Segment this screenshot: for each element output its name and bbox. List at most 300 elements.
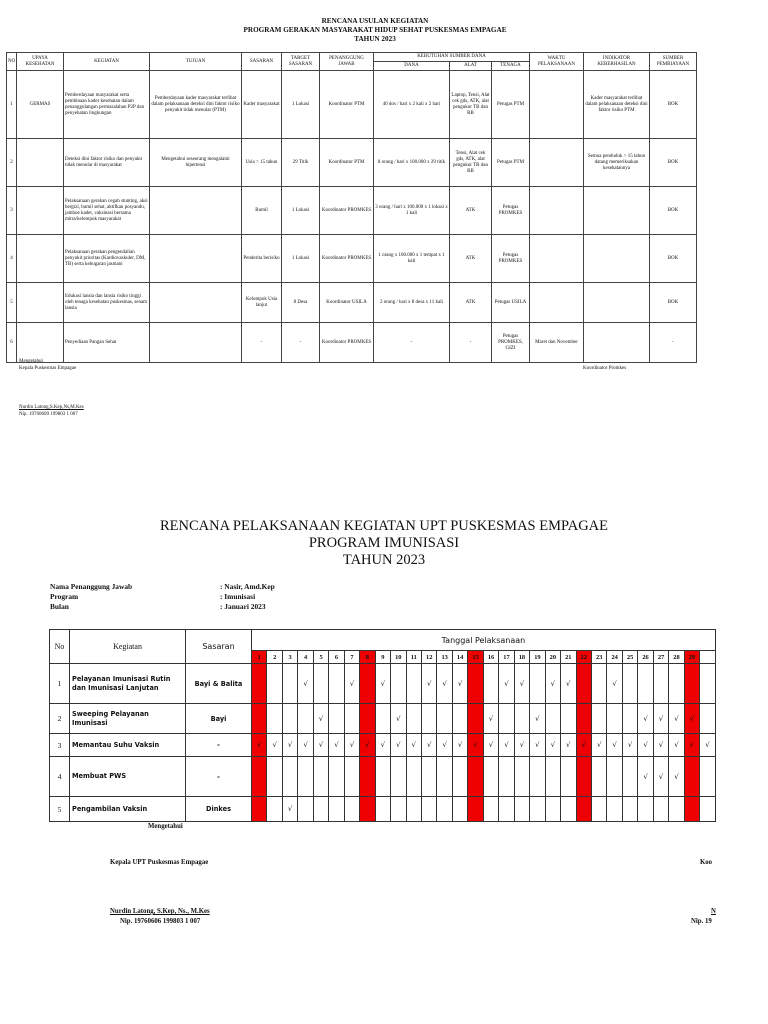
day-header: 10 xyxy=(391,651,406,664)
day-cell xyxy=(267,757,282,797)
day-cell xyxy=(653,664,668,704)
day-header: 28 xyxy=(669,651,684,664)
day-cell xyxy=(700,704,716,734)
day-cell xyxy=(561,704,576,734)
doc1-title xyxy=(0,17,750,44)
cell-sasaran: Penderita berisiko xyxy=(242,235,282,283)
meta-value: : Nasir, Amd.Kep xyxy=(220,582,275,591)
cell-waktu xyxy=(530,71,584,139)
day-cell xyxy=(267,704,282,734)
cell-indikator: Kader masyarakat terlibat dalam pelaksanaan deteksi dini faktor risiko PTM xyxy=(584,71,650,139)
day-cell xyxy=(421,704,436,734)
cell-pj: Koordinator PROMKES xyxy=(320,323,374,363)
day-cell xyxy=(406,704,421,734)
day-cell xyxy=(252,757,267,797)
day-cell xyxy=(329,757,344,797)
cell-upaya xyxy=(17,283,64,323)
day-cell xyxy=(252,704,267,734)
cell-target: 8 Desa xyxy=(282,283,320,323)
day-cell xyxy=(638,797,653,822)
day-header: 13 xyxy=(437,651,452,664)
day-cell xyxy=(607,757,622,797)
check-mark-icon: √ xyxy=(514,734,529,757)
check-mark-icon: √ xyxy=(530,704,545,734)
cell-waktu xyxy=(530,187,584,235)
cell-tenaga: Petugas PROMKES, GIZI xyxy=(492,323,530,363)
day-cell xyxy=(576,664,591,704)
day-cell xyxy=(530,797,545,822)
doc2-schedule-table xyxy=(49,629,716,822)
check-mark-icon: √ xyxy=(669,757,684,797)
day-cell xyxy=(437,797,452,822)
check-mark-icon: √ xyxy=(622,734,637,757)
meta-row xyxy=(50,582,275,592)
check-mark-icon: √ xyxy=(514,664,529,704)
check-mark-icon: √ xyxy=(298,664,313,704)
cell-dana: 1 orang x 100.000 x 1 tempat x 1 kali xyxy=(374,235,450,283)
cell-no: 4 xyxy=(50,757,70,797)
cell-sumber: BOK xyxy=(650,283,697,323)
check-mark-icon: √ xyxy=(561,664,576,704)
check-mark-icon: √ xyxy=(468,734,483,757)
day-header: 3 xyxy=(282,651,297,664)
table-row xyxy=(50,664,716,704)
day-cell xyxy=(344,797,359,822)
check-mark-icon: √ xyxy=(483,704,498,734)
day-cell xyxy=(406,757,421,797)
day-cell xyxy=(282,757,297,797)
cell-dana: 3 orang / hari x 100.000 x 1 lokasi x 1 kali xyxy=(374,187,450,235)
day-header: 20 xyxy=(545,651,560,664)
day-cell xyxy=(375,757,390,797)
col-waktu: WAKTU PELAKSANAAN xyxy=(530,53,584,71)
doc2-sign-nip: Nip. 19760606 199803 1 007 xyxy=(120,918,201,925)
day-cell xyxy=(653,797,668,822)
cell-pj: Koordinator PTM xyxy=(320,139,374,187)
day-header: 19 xyxy=(530,651,545,664)
check-mark-icon: √ xyxy=(282,797,297,822)
col-upaya: UPAYA KESEHATAN xyxy=(17,53,64,71)
check-mark-icon: √ xyxy=(313,704,328,734)
col-no: No xyxy=(50,630,70,664)
cell-pj: Koordinator PTM xyxy=(320,71,374,139)
meta-label: Program xyxy=(50,592,79,601)
doc2-title-line: TAHUN 2023 xyxy=(342,552,426,568)
day-cell xyxy=(421,757,436,797)
cell-target: 1 Lokasi xyxy=(282,187,320,235)
cell-no: 2 xyxy=(7,139,17,187)
cell-no: 1 xyxy=(50,664,70,704)
col-sasaran: Sasaran xyxy=(186,630,252,664)
table-row xyxy=(50,797,716,822)
cell-pj: Koordinator USILA xyxy=(320,283,374,323)
day-cell xyxy=(360,757,375,797)
check-mark-icon: √ xyxy=(638,757,653,797)
cell-kegiatan: Pemberdayaan masyarakat serta pembinaan kader kesehatan dalam penanggulangan permasalahan P2P dan penyehatan lingkungan xyxy=(64,71,150,139)
col-alat: ALAT xyxy=(450,62,492,71)
day-header: 2 xyxy=(267,651,282,664)
cell-no: 5 xyxy=(7,283,17,323)
meta-label: Bulan xyxy=(50,602,69,611)
cell-tujuan xyxy=(150,187,242,235)
day-header: 6 xyxy=(329,651,344,664)
day-cell xyxy=(468,757,483,797)
day-cell xyxy=(545,757,560,797)
day-cell xyxy=(282,664,297,704)
check-mark-icon: √ xyxy=(638,704,653,734)
day-cell xyxy=(622,757,637,797)
check-mark-icon: √ xyxy=(313,734,328,757)
day-header xyxy=(700,651,716,664)
col-tanggal: Tanggal Pelaksanaan xyxy=(252,630,716,651)
day-cell xyxy=(499,797,514,822)
check-mark-icon: √ xyxy=(375,664,390,704)
day-cell xyxy=(576,704,591,734)
day-cell xyxy=(452,757,467,797)
sign-mengetahui: Mengetahui xyxy=(19,359,43,364)
day-cell xyxy=(514,797,529,822)
day-cell xyxy=(669,664,684,704)
day-cell xyxy=(499,704,514,734)
cell-target: 1 Lokasi xyxy=(282,235,320,283)
day-cell xyxy=(375,797,390,822)
cell-tenaga: Petugas PTM xyxy=(492,139,530,187)
check-mark-icon: √ xyxy=(421,664,436,704)
cell-kegiatan: Sweeping Pelayanan Imunisasi xyxy=(70,704,186,734)
cell-sasaran: Usia > 15 tahun xyxy=(242,139,282,187)
meta-row xyxy=(50,592,275,602)
doc2-sign-right-name xyxy=(711,907,716,916)
col-kebutuhan: KEBUTUHAN SUMBER DANA xyxy=(374,53,530,62)
meta-value: : Januari 2023 xyxy=(220,602,266,611)
check-mark-icon: √ xyxy=(391,734,406,757)
cell-target: 1 Lokasi xyxy=(282,71,320,139)
check-mark-icon: √ xyxy=(252,734,267,757)
cell-tenaga: Petugas PROMKES xyxy=(492,235,530,283)
cell-indikator xyxy=(584,187,650,235)
check-mark-icon: √ xyxy=(530,734,545,757)
check-mark-icon: √ xyxy=(360,734,375,757)
col-tujuan: TUJUAN xyxy=(150,53,242,71)
table-row xyxy=(7,283,697,323)
day-cell xyxy=(700,797,716,822)
doc2-meta xyxy=(50,582,275,612)
day-cell xyxy=(669,797,684,822)
cell-no: 5 xyxy=(50,797,70,822)
day-cell xyxy=(437,704,452,734)
col-pj: PENANGGUNG JAWAB xyxy=(320,53,374,71)
day-header: 17 xyxy=(499,651,514,664)
day-cell xyxy=(591,757,606,797)
doc2-sign-right: Koo xyxy=(700,859,713,866)
check-mark-icon: √ xyxy=(653,757,668,797)
day-cell xyxy=(576,797,591,822)
cell-sasaran: Kader masyarakat xyxy=(242,71,282,139)
day-cell xyxy=(591,664,606,704)
check-mark-icon: √ xyxy=(421,734,436,757)
day-header: 9 xyxy=(375,651,390,664)
day-cell xyxy=(561,797,576,822)
cell-sasaran: Dinkes xyxy=(186,797,252,822)
cell-tenaga: Petugas USILA xyxy=(492,283,530,323)
check-mark-icon: √ xyxy=(391,704,406,734)
cell-tujuan: Mengetahui seseorang mengalami hipertensi xyxy=(150,139,242,187)
cell-pj: Koordinator PROMKES xyxy=(320,235,374,283)
cell-upaya xyxy=(17,139,64,187)
doc2-title xyxy=(0,518,768,569)
cell-waktu xyxy=(530,283,584,323)
cell-alat: Tensi, Alat cek gds, ATK, alat pengukur TB dan BB xyxy=(450,139,492,187)
cell-sasaran: Bayi & Balita xyxy=(186,664,252,704)
day-cell xyxy=(483,797,498,822)
sign-name: Nurdin Latong, S.Kep, Ns., M.Kes xyxy=(110,908,210,915)
sign-position: Kepala Puskesmas Empagae xyxy=(19,366,77,371)
doc2-sign-name xyxy=(110,907,210,916)
col-sasaran: SASARAN xyxy=(242,53,282,71)
day-cell xyxy=(545,704,560,734)
cell-alat: Laptop, Tensi, Alat cek gds, ATK, alat pengukur TB dan BB xyxy=(450,71,492,139)
check-mark-icon: √ xyxy=(638,734,653,757)
cell-upaya xyxy=(17,235,64,283)
table-row xyxy=(7,139,697,187)
check-mark-icon: √ xyxy=(437,664,452,704)
check-mark-icon: √ xyxy=(576,734,591,757)
day-cell xyxy=(468,797,483,822)
day-cell xyxy=(622,664,637,704)
cell-tujuan xyxy=(150,323,242,363)
check-mark-icon: √ xyxy=(267,734,282,757)
doc1-title-line: PROGRAM GERAKAN MASYARAKAT HIDUP SEHAT PUSKESMAS EMPAGAE xyxy=(243,26,507,34)
day-header: 11 xyxy=(406,651,421,664)
day-cell xyxy=(298,797,313,822)
day-cell xyxy=(607,797,622,822)
cell-alat: ATK xyxy=(450,235,492,283)
day-header: 5 xyxy=(313,651,328,664)
day-cell xyxy=(313,757,328,797)
col-target: TARGET SASARAN xyxy=(282,53,320,71)
day-cell xyxy=(267,664,282,704)
check-mark-icon: √ xyxy=(452,734,467,757)
day-cell xyxy=(483,757,498,797)
cell-upaya: GERMAS xyxy=(17,71,64,139)
cell-waktu xyxy=(530,235,584,283)
cell-no: 1 xyxy=(7,71,17,139)
check-mark-icon: √ xyxy=(437,734,452,757)
col-no: NO xyxy=(7,53,17,71)
cell-sumber: BOK xyxy=(650,235,697,283)
day-cell xyxy=(437,757,452,797)
day-cell xyxy=(607,704,622,734)
day-cell xyxy=(298,704,313,734)
cell-target: 29 Titik xyxy=(282,139,320,187)
day-cell xyxy=(684,757,699,797)
cell-sumber: BOK xyxy=(650,139,697,187)
day-header: 23 xyxy=(591,651,606,664)
cell-upaya xyxy=(17,323,64,363)
day-cell xyxy=(622,797,637,822)
table-row xyxy=(7,71,697,139)
cell-kegiatan: Edukasi lansia dan lansia risiko tinggi oleh tenaga kesehatan puskesmas, senam lansia xyxy=(64,283,150,323)
day-cell xyxy=(530,757,545,797)
day-cell xyxy=(360,664,375,704)
check-mark-icon: √ xyxy=(483,734,498,757)
cell-alat: ATK xyxy=(450,283,492,323)
check-mark-icon: √ xyxy=(653,704,668,734)
check-mark-icon: √ xyxy=(607,734,622,757)
day-cell xyxy=(545,797,560,822)
cell-sumber: BOK xyxy=(650,187,697,235)
sign-right-name: N xyxy=(711,908,716,915)
check-mark-icon: √ xyxy=(282,734,297,757)
table-row xyxy=(7,235,697,283)
day-cell xyxy=(514,757,529,797)
check-mark-icon: √ xyxy=(591,734,606,757)
table-row xyxy=(7,187,697,235)
check-mark-icon: √ xyxy=(298,734,313,757)
cell-dana: 40 dos / hari x 2 kali x 2 hari xyxy=(374,71,450,139)
check-mark-icon: √ xyxy=(499,734,514,757)
cell-kegiatan: Penyediaan Pangan Sehat xyxy=(64,323,150,363)
check-mark-icon: √ xyxy=(406,734,421,757)
day-cell xyxy=(468,664,483,704)
day-cell xyxy=(514,704,529,734)
day-cell xyxy=(684,664,699,704)
cell-sasaran: - xyxy=(186,757,252,797)
cell-kegiatan: Pelayanan Imunisasi Rutin dan Imunisasi Lanjutan xyxy=(70,664,186,704)
col-tenaga: TENAGA xyxy=(492,62,530,71)
col-indikator: INDIKATOR KEBERHASILAN xyxy=(584,53,650,71)
doc1-sign-left xyxy=(19,358,76,372)
day-header: 7 xyxy=(344,651,359,664)
day-cell xyxy=(329,704,344,734)
cell-sasaran: Bumil xyxy=(242,187,282,235)
doc2-sign-right-nip: Nip. 19 xyxy=(691,918,712,925)
day-header: 12 xyxy=(421,651,436,664)
cell-indikator xyxy=(584,323,650,363)
check-mark-icon: √ xyxy=(700,734,716,757)
col-sumber: SUMBER PEMBIAYAAN xyxy=(650,53,697,71)
cell-no: 4 xyxy=(7,235,17,283)
doc1-table xyxy=(6,52,697,363)
day-cell xyxy=(622,704,637,734)
cell-no: 3 xyxy=(7,187,17,235)
cell-alat: - xyxy=(450,323,492,363)
check-mark-icon: √ xyxy=(452,664,467,704)
cell-indikator xyxy=(584,235,650,283)
doc2-sign-position: Kepala UPT Puskesmas Empagae xyxy=(110,859,209,866)
cell-dana: - xyxy=(374,323,450,363)
cell-sumber: - xyxy=(650,323,697,363)
day-cell xyxy=(360,704,375,734)
day-cell xyxy=(267,797,282,822)
day-cell xyxy=(452,797,467,822)
doc2-title-line: RENCANA PELAKSANAAN KEGIATAN UPT PUSKESMAS EMPAGAE xyxy=(160,518,608,534)
check-mark-icon: √ xyxy=(344,664,359,704)
cell-sasaran: - xyxy=(242,323,282,363)
day-cell xyxy=(298,757,313,797)
day-cell xyxy=(313,797,328,822)
day-cell xyxy=(468,704,483,734)
day-cell xyxy=(530,664,545,704)
day-cell xyxy=(391,797,406,822)
meta-label: Nama Penanggung Jawab xyxy=(50,582,133,591)
cell-kegiatan: Pelaksanaan gerakan pengendalian penyakit prioritas (Kardiovaskuler, DM, TB) serta kebugaran jasmani xyxy=(64,235,150,283)
cell-no: 2 xyxy=(50,704,70,734)
col-kegiatan: Kegiatan xyxy=(70,630,186,664)
day-cell xyxy=(252,664,267,704)
check-mark-icon: √ xyxy=(607,664,622,704)
day-cell xyxy=(375,704,390,734)
cell-sasaran: Kelompok Usia lanjut xyxy=(242,283,282,323)
day-header: 27 xyxy=(653,651,668,664)
day-cell xyxy=(329,664,344,704)
doc1-title-line: RENCANA USULAN KEGIATAN xyxy=(321,17,429,25)
day-cell xyxy=(344,757,359,797)
col-dana: DANA xyxy=(374,62,450,71)
table-row xyxy=(7,323,697,363)
cell-kegiatan: Pelaksanaan gerakan cegah stunting, aksi bergizi, bumil sehat, aktifkan posyandu, jamboe kader, vaksinasi bersama mitra/kelompok masyarakat xyxy=(64,187,150,235)
doc1-sign-name-block xyxy=(19,404,84,418)
day-cell xyxy=(700,664,716,704)
check-mark-icon: √ xyxy=(329,734,344,757)
day-header: 15 xyxy=(468,651,483,664)
cell-dana: 2 orang / hari x 8 desa x 11 kali xyxy=(374,283,450,323)
day-cell xyxy=(282,704,297,734)
day-cell xyxy=(329,797,344,822)
table-row xyxy=(50,757,716,797)
cell-pj: Koordinator PROMKES xyxy=(320,187,374,235)
day-cell xyxy=(561,757,576,797)
doc1-sign-right: Koordinator Promkes xyxy=(583,366,627,371)
day-cell xyxy=(313,664,328,704)
day-cell xyxy=(591,704,606,734)
day-header: 4 xyxy=(298,651,313,664)
day-cell xyxy=(406,797,421,822)
check-mark-icon: √ xyxy=(499,664,514,704)
sign-nip: Nip. 19760609 199803 1 007 xyxy=(19,412,78,417)
check-mark-icon: √ xyxy=(669,704,684,734)
day-cell xyxy=(452,704,467,734)
cell-tujuan: Pemberdayaan kader masyarakat terlibat dalam pelaksanaan deteksi dini faktor risiko penyakit tidak menular (PTM) xyxy=(150,71,242,139)
day-cell xyxy=(421,797,436,822)
check-mark-icon: √ xyxy=(344,734,359,757)
check-mark-icon: √ xyxy=(684,704,699,734)
check-mark-icon: √ xyxy=(561,734,576,757)
cell-no: 6 xyxy=(7,323,17,363)
check-mark-icon: √ xyxy=(653,734,668,757)
day-header: 18 xyxy=(514,651,529,664)
day-header: 24 xyxy=(607,651,622,664)
day-cell xyxy=(406,664,421,704)
day-header: 14 xyxy=(452,651,467,664)
day-header: 22 xyxy=(576,651,591,664)
cell-alat: ATK xyxy=(450,187,492,235)
cell-upaya xyxy=(17,187,64,235)
day-cell xyxy=(360,797,375,822)
cell-sumber: BOK xyxy=(650,71,697,139)
day-header: 25 xyxy=(622,651,637,664)
day-cell xyxy=(638,664,653,704)
day-cell xyxy=(252,797,267,822)
day-header: 26 xyxy=(638,651,653,664)
cell-indikator xyxy=(584,283,650,323)
check-mark-icon: √ xyxy=(545,734,560,757)
cell-target: - xyxy=(282,323,320,363)
cell-tujuan xyxy=(150,283,242,323)
day-cell xyxy=(576,757,591,797)
table-row xyxy=(50,704,716,734)
check-mark-icon: √ xyxy=(375,734,390,757)
